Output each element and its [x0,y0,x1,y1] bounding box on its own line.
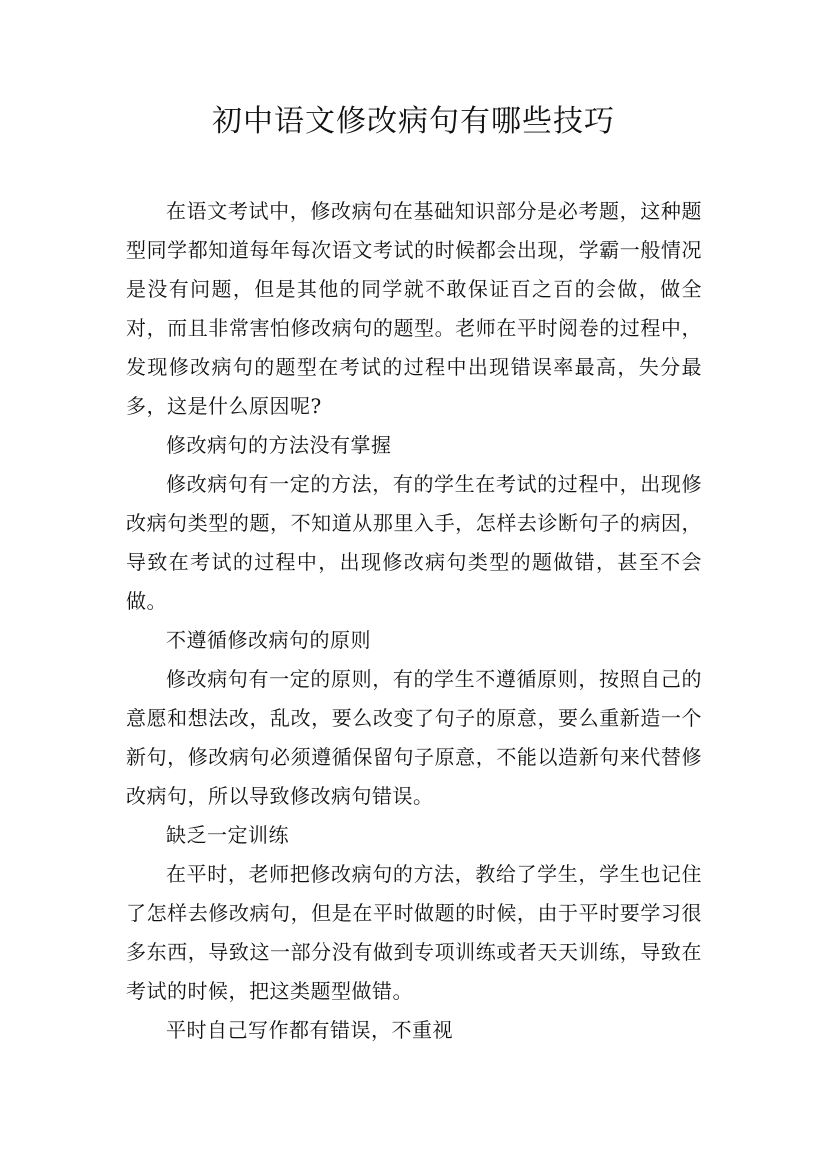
section-heading-principle: 不遵循修改病句的原则 [166,628,371,652]
training-paragraph: 在平时，老师把修改病句的方法，教给了学生，学生也记住了怎样去修改病句，但是在平时做题的时候，由于平时要学习很多东西，导致这一部分没有做到专项训练或者天天训练，导致在考试的时候，把这类题型做错。 [126,862,702,1003]
document-title: 初中语文修改病句有哪些技巧 [212,104,615,139]
document-body [126,192,702,1050]
section-heading-training: 缺乏一定训练 [166,823,289,847]
method-paragraph: 修改病句有一定的方法，有的学生在考试的过程中，出现修改病句类型的题，不知道从那里入手，怎样去诊断句子的病因，导致在考试的过程中，出现修改病句类型的题做错，甚至不会做。 [126,472,702,613]
intro-paragraph: 在语文考试中，修改病句在基础知识部分是必考题，这种题型同学都知道每年每次语文考试的时候都会出现，学霸一般情况是没有问题，但是其他的同学就不敢保证百之百的会做，做全对，而且非常害怕修改病句的题型。老师在平时阅卷的过程中，发现修改病句的题型在考试的过程中出现错误率最高，失分最多，这是什么原因呢? [126,199,702,418]
principle-paragraph: 修改病句有一定的原则，有的学生不遵循原则，按照自己的意愿和想法改，乱改，要么改变了句子的原意，要么重新造一个新句，修改病句必须遵循保留句子原意，不能以造新句来代替修改病句，所以导致修改病句错误。 [126,667,702,808]
section-heading-writing: 平时自己写作都有错误，不重视 [166,1018,453,1042]
section-heading-method: 修改病句的方法没有掌握 [166,433,392,457]
